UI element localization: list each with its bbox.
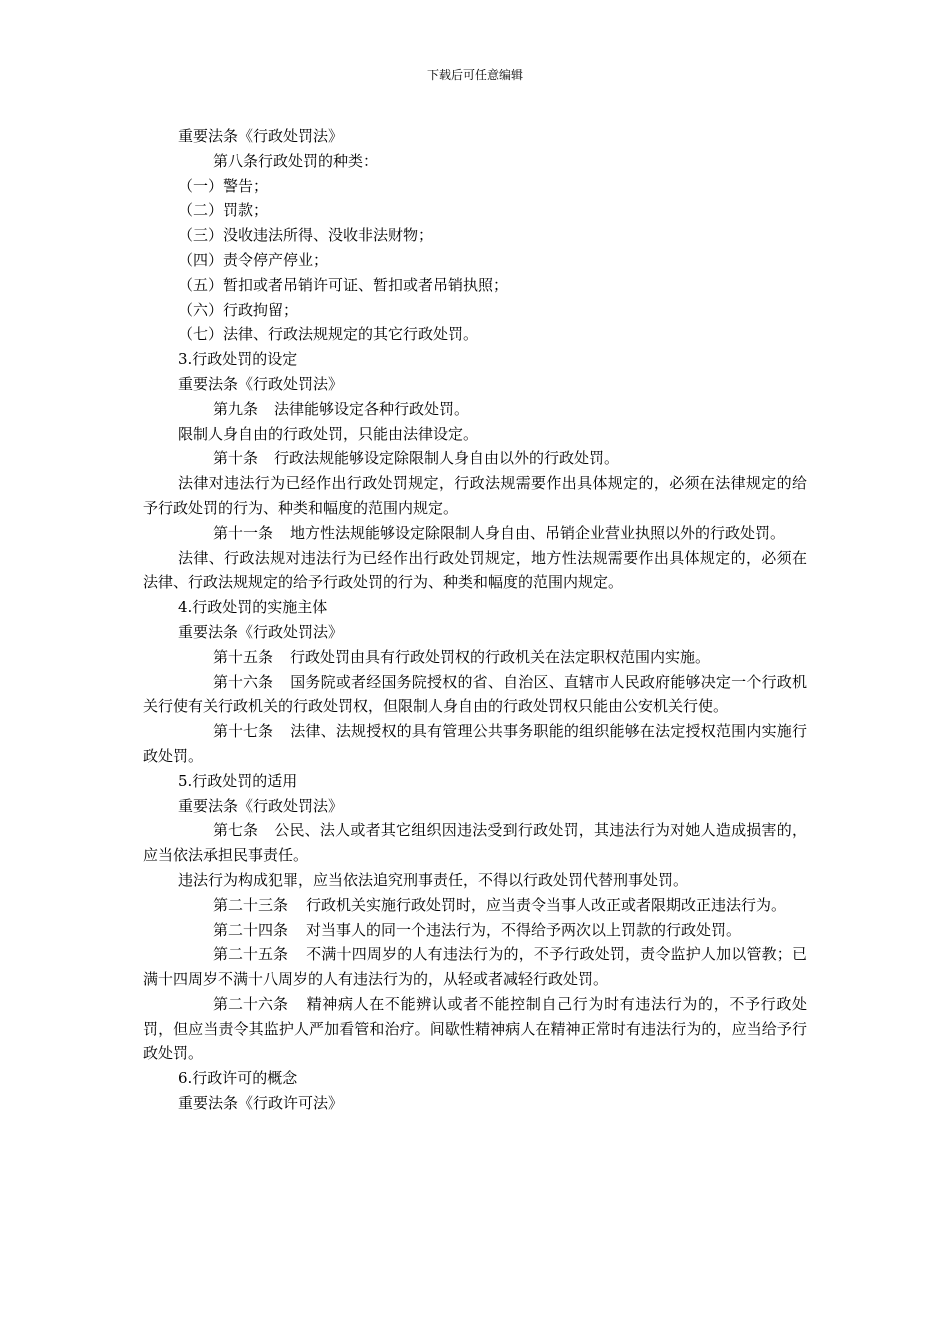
article-number: 第十五条 xyxy=(213,647,274,666)
article-number: 第十六条 xyxy=(213,672,274,691)
article-paragraph xyxy=(143,521,807,546)
body-paragraph: 法律、行政法规对违法行为已经作出行政处罚规定，地方性法规需要作出具体规定的，必须在法律、行政法规规定的给予行政处罚的行为、种类和幅度的范围内规定。 xyxy=(143,548,807,592)
law-heading: 重要法条《行政处罚法》 xyxy=(178,796,344,815)
page-header: 下载后可任意编辑 xyxy=(426,68,523,82)
article-paragraph xyxy=(143,397,807,422)
law-heading: 重要法条《行政处罚法》 xyxy=(178,374,344,393)
law-heading: 重要法条《行政处罚法》 xyxy=(178,622,344,641)
list-item: （四）责令停产停业； xyxy=(178,250,329,269)
article-text: 行政法规能够设定除限制人身自由以外的行政处罚。 xyxy=(274,449,620,468)
article-number: 第八条 xyxy=(213,151,259,170)
article-paragraph xyxy=(143,719,807,769)
body-paragraph: 法律对违法行为已经作出行政处罚规定，行政法规需要作出具体规定的，必须在法律规定的给予行政处罚的行为、种类和幅度的范围内规定。 xyxy=(143,474,807,517)
article-number: 第十条 xyxy=(213,449,259,468)
article-text: 行政机关实施行政处罚时，应当责令当事人改正或者限期改正违法行为。 xyxy=(306,895,787,914)
article-paragraph xyxy=(143,645,807,670)
article-text: 国务院或者经国务院授权的省、自治区、直辖市人民政府能够决定一个行政机关行使有关行政机关的行政处罚权，但限制人身自由的行政处罚权只能由公安机关行使。 xyxy=(143,672,807,716)
section-heading: 5.行政处罚的适用 xyxy=(178,771,298,790)
law-heading: 重要法条《行政许可法》 xyxy=(178,1094,344,1113)
list-item: （七）法律、行政法规规定的其它行政处罚。 xyxy=(178,325,479,344)
article-number: 第十一条 xyxy=(213,523,274,542)
article-number: 第七条 xyxy=(213,821,259,840)
article-paragraph xyxy=(143,992,807,1066)
article-number: 第二十三条 xyxy=(213,895,289,914)
list-item: （三）没收违法所得、没收非法财物； xyxy=(178,226,434,245)
article-text: 公民、法人或者其它组织因违法受到行政处罚，其违法行为对她人造成损害的，应当依法承担民事责任。 xyxy=(143,821,807,865)
section-heading: 6.行政许可的概念 xyxy=(178,1069,298,1088)
article-paragraph xyxy=(143,670,807,720)
article-text: 行政处罚的种类： xyxy=(258,151,379,170)
article-paragraph xyxy=(143,149,807,174)
body-paragraph: 违法行为构成犯罪，应当依法追究刑事责任，不得以行政处罚代替刑事处罚。 xyxy=(178,870,689,889)
body-paragraph: 限制人身自由的行政处罚，只能由法律设定。 xyxy=(178,424,479,443)
article-text: 不满十四周岁的人有违法行为的，不予行政处罚，责令监护人加以管教；已满十四周岁不满十八周岁的人有违法行为的，从轻或者减轻行政处罚。 xyxy=(143,945,807,989)
law-heading: 重要法条《行政处罚法》 xyxy=(178,127,344,145)
article-paragraph xyxy=(143,942,807,992)
article-text: 法律能够设定各种行政处罚。 xyxy=(274,399,470,418)
document-body xyxy=(143,124,807,1116)
list-item: （二）罚款； xyxy=(178,201,269,220)
article-paragraph xyxy=(143,918,807,943)
list-item: （一）警告； xyxy=(178,176,269,195)
article-text: 对当事人的同一个违法行为，不得给予两次以上罚款的行政处罚。 xyxy=(306,920,742,939)
list-item: （六）行政拘留； xyxy=(178,300,299,319)
article-number: 第二十五条 xyxy=(213,945,289,964)
article-paragraph xyxy=(143,446,807,471)
article-number: 第十七条 xyxy=(213,722,274,741)
list-item: （五）暂扣或者吊销许可证、暂扣或者吊销执照； xyxy=(178,275,509,294)
article-number: 第九条 xyxy=(213,399,259,418)
article-number: 第二十六条 xyxy=(213,994,289,1013)
section-heading: 3.行政处罚的设定 xyxy=(178,350,298,369)
article-text: 精神病人在不能辨认或者不能控制自己行为时有违法行为的，不予行政处罚，但应当责令其监护人严加看管和治疗。间歇性精神病人在精神正常时有违法行为的，应当给予行政处罚。 xyxy=(143,994,807,1063)
section-heading: 4.行政处罚的实施主体 xyxy=(178,598,328,617)
article-text: 地方性法规能够设定除限制人身自由、吊销企业营业执照以外的行政处罚。 xyxy=(290,523,786,542)
article-text: 行政处罚由具有行政处罚权的行政机关在法定职权范围内实施。 xyxy=(290,647,711,666)
article-text: 法律、法规授权的具有管理公共事务职能的组织能够在法定授权范围内实施行政处罚。 xyxy=(143,722,807,765)
article-number: 第二十四条 xyxy=(213,920,289,939)
article-paragraph xyxy=(143,893,807,918)
article-paragraph xyxy=(143,818,807,868)
